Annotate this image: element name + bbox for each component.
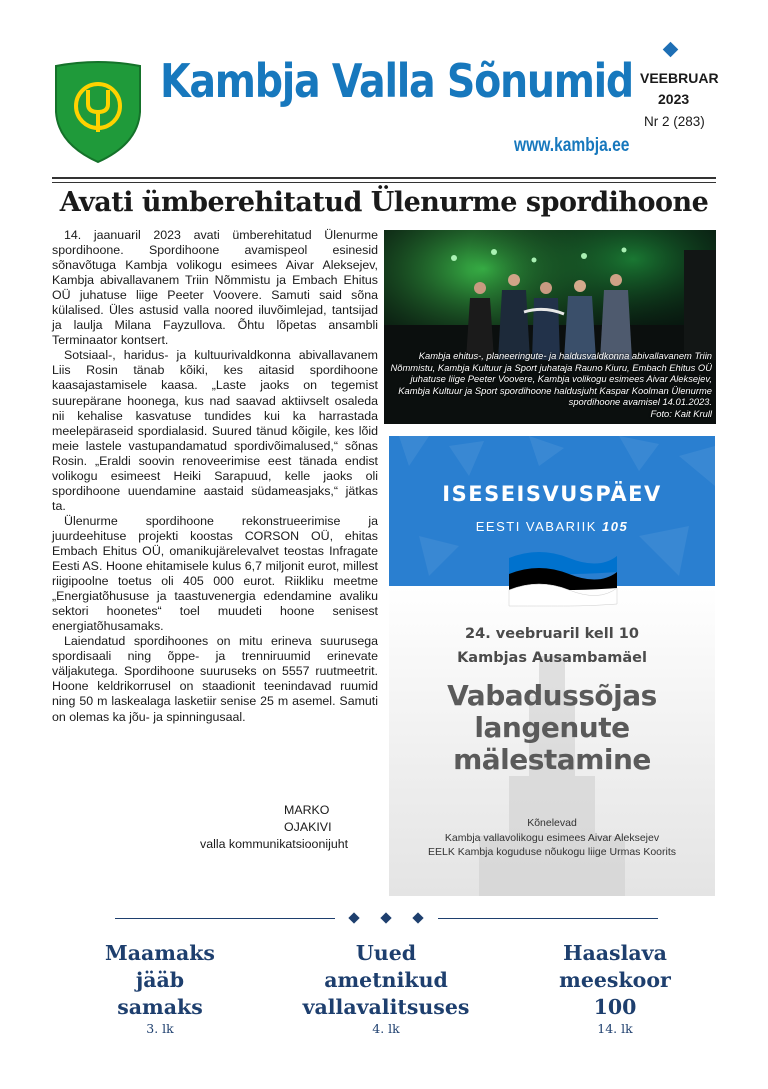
poster-subtitle [389,519,715,534]
diamond-icon [412,912,423,923]
poster-main-line: langenute [474,711,630,744]
poster-main-line: mälestamine [453,743,651,776]
poster-date-line: 24. veebruaril kell 10 [465,626,639,642]
poster-place-line: Kambjas Ausambamäel [457,650,647,666]
byline [200,802,376,853]
teaser-title [532,940,698,1021]
teaser-line: Haaslava [563,941,667,965]
poster-main-line: Vabadussõjas [447,679,657,712]
speakers-label: Kõnelevad [527,817,577,829]
teaser-link[interactable] [294,940,478,1036]
issue-month: VEEBRUAR [640,70,719,86]
article-headline: Avati ümberehitatud Ülenurme spordihoone [59,187,709,218]
masthead-title: Kambja Valla Sõnumid [160,54,633,108]
estonian-flag-icon [499,544,619,614]
speaker: EELK Kambja koguduse nõukogu liige Urmas Koorits [427,846,677,858]
article-paragraph: Sotsiaal-, haridus- ja kultuurivaldkonna abivallavanem Liis Rosin tänab kõiki, kes aitasid spordihoone kaasajastamisele kaasa. „Laste jaoks on tegemist suurepärane hoonega, kus nad saavad aktiivselt osaleda nii kehalise kasvatuse tundides kui ka harrastada meelepäraseid spordialasid. Suured tänud kõigile, kes lõid meie lastele vastupandamatud spordivõimalused,“ sõnas Rosin. „Eraldi soovin renoveerimise eest tänada endist volikogu esimeest Heiki Sarapuud, kelle jaoks oli spordihoone uuendamine aastaid südameasjaks,“ jätkas ta. [52,348,378,513]
diamond-icon [380,912,391,923]
teaser-line: Uued [355,941,417,965]
footer-rule-right [438,918,658,919]
poster-subtitle-text: EESTI VABARIIK [475,519,597,534]
article-paragraph: Ülenurme spordihoone rekonstrueerimise ja juurdeehituse projekti koostas CORSON OÜ, ehitas Embach Ehitus OÜ, omanikujärelevalvet teostas Infragate Eesti AS. Hoone ehitamisele kulus 6,7 miljonit eurot, millest riigipoolne toetus oli 405 000 eurot. Riikliku meetme „Energiatõhususe ja taastuvenergia edendamine avaliku sektori hoonetes“ toel muudeti hoone senisest energiatõhusamaks. [52,513,378,634]
website-link[interactable]: www.kambja.ee [514,135,630,156]
poster-main-text [389,680,715,776]
author-name: MARKO OJAKIVI [284,803,332,834]
event-photo [384,230,716,424]
diamond-icon [348,912,359,923]
masthead-divider [52,177,716,179]
teaser-page: 3. lk [146,1021,174,1036]
issue-year: 2023 [658,91,690,107]
poster-title: ISESEISVUSPÄEV [442,482,662,506]
issue-number: Nr 2 (283) [644,114,705,129]
masthead-divider-thin [52,182,716,183]
poster-subtitle-number: 105 [602,519,629,534]
poster-date [389,622,715,670]
photo-caption-text: Kambja ehitus-, planeeringute- ja haldusvaldkonna abivallavanem Triin Nõmmistu, Kambja Kultuur ja Sport juhataja Rauno Kiuru, Embach Ehitus OÜ juhatuse liige Peeter Voovere, Kambja volikogu esimees Aivar Aleksejev, Kambja Kultuur ja Sport spordihoone haldusjuht Kaspar Koolman Ülenurme spordihoone avamisel 14.01.2023. [390,350,712,408]
article-paragraph: Laiendatud spordihoones on mitu erineva suurusega spordisaali ning õppe- ja trenniruumid erinevate väljakutega. Spordihoone suuruseks on 5557 ruutmeetrit. Hoone keldrikorrusel on staadionit teenindavad ruumid ning 50 m laskealaga lasketiir senise 25 m asemel. Samuti on olemas ka jõu- ja spinningusaal. [52,634,378,724]
teaser-line: meeskoor [559,968,671,992]
photo-caption [386,350,712,420]
photo-credit: Foto: Kait Krull [650,407,712,419]
teaser-line: Maamaks [105,941,215,965]
teaser-line: samaks [117,995,203,1019]
municipality-crest [52,60,144,164]
teaser-line: jääb [135,968,185,992]
author-role: valla kommunikatsioonijuht [200,837,349,851]
article-body [52,228,378,725]
speaker: Kambja vallavolikogu esimees Aivar Aleksejev [444,831,660,844]
teaser-link[interactable] [532,940,698,1036]
teaser-line: 100 [593,995,637,1019]
teaser-page: 14. lk [597,1021,633,1036]
teaser-title [294,940,478,1021]
teaser-line: ametnikud [324,968,448,992]
diamond-icon [663,42,679,58]
teaser-page: 4. lk [372,1021,400,1036]
independence-day-poster [389,436,715,896]
teaser-link[interactable] [84,940,236,1036]
poster-speakers [389,816,715,860]
footer-rule-left [115,918,335,919]
teaser-title [84,940,236,1021]
teaser-line: vallavalitsuses [302,995,470,1019]
article-paragraph: 14. jaanuaril 2023 avati ümberehitatud Ülenurme spordihoone. Spordihoone avamispeol esinesid sõnavõtuga Kambja volikogu esimees Aivar Aleksejev, Kambja abivallavanem Triin Nõmmistu ja Embach Ehitus OÜ juhatuse liige Peeter Voovere. Samuti said sõna külalised. Üles astusid valla noored iluvõimlejad, tantsijad ja laulja Milana Fayzullova. Õhtu lõpetas ansambli Terminaator kontsert. [52,228,378,348]
